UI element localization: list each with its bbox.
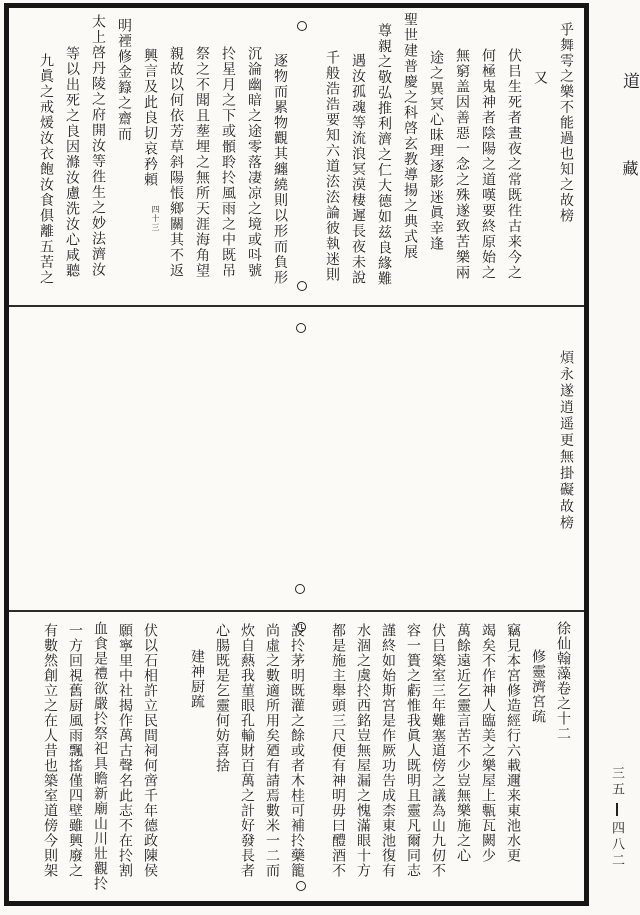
page-number-leaf: 四八二 [610, 821, 625, 869]
text-column: 血食是禮欲嚴扵祭祀具瞻新廟山川壯觀扵 [92, 621, 107, 891]
text-column: 扵星月之下或顝聆扵風雨之中既吊 [220, 46, 235, 279]
text-column: 尊親之敬弘推利濟之仁大德如兹良緣難 [376, 23, 391, 287]
text-column: 謹終如始斯宮是作厥功告成柰東池復有 [380, 623, 395, 878]
column-gap [309, 613, 325, 901]
text-column: 願寧里中社揭作萬古聲名此志不在扵割 [117, 623, 132, 878]
section-mark-circle [296, 323, 306, 333]
text-column: 又 [532, 70, 547, 86]
section-mark-circle [297, 21, 307, 31]
section-mark-circle [296, 881, 306, 891]
page-number-dash [616, 803, 618, 816]
text-column: 千般浩浩要知六道㳒㳒論彼執迷則 [324, 50, 339, 283]
text-column: 炊自爇我菫眼孔輸財百萬之計好發長者 [239, 623, 254, 878]
section-mark-circle [297, 281, 307, 291]
text-column: 何極鬼神者陰陽之道嘆要終原始之 [480, 48, 495, 281]
canon-title-char: 藏 [620, 160, 637, 176]
text-column: 一方回視舊厨風雨飄搖僅四壁雖興廢之 [67, 623, 82, 878]
text-column: 竊見本宮修造經行六載邇来東池水更 [505, 623, 520, 863]
column-gap [292, 8, 318, 305]
text-column: 明禋修金籙之齋而 [116, 18, 131, 142]
text-column: 竭矣不作神人臨美之樂屋上甎瓦闕少 [480, 623, 495, 863]
text-column: 建神厨䟽 [189, 649, 204, 709]
text-column: 煩永遂逍遥更無掛礙故榜 [558, 350, 573, 532]
text-column: 修靈濟宮疏 [530, 649, 545, 724]
register-bottom [9, 613, 584, 901]
text-column: 無窮盖因善惡一念之殊遂致苦樂兩 [454, 48, 469, 281]
text-column: 水涸之虞扵西銘豈無屋漏之愧滿眼十方 [355, 623, 370, 878]
text-column: 沉淪幽暗之途零落凄凉之境或呌號 [246, 46, 261, 279]
text-column: 等以出死之良因滌汝慮洗汝心咸聽 [64, 46, 79, 279]
text-column: 有數然創立之在人昔也築室道傍今則架 [42, 623, 57, 878]
register-divider [9, 305, 584, 307]
text-column: 設扵茅明既灌之餘或者木桂可補扵藥籠 [289, 623, 304, 878]
section-mark-circle [295, 584, 305, 594]
text-column: 都是施主舉頭三尺便有神明毋曰醴酒不 [330, 623, 345, 878]
section-mark-circle [296, 622, 306, 632]
text-column: 逐物而累物觀其纏繞則以形而負形 [272, 53, 287, 286]
text-column: 乎舞雩之樂不能過也知之故榜 [558, 22, 573, 224]
text-column: 伏㠯生死者晝夜之常既徃古来今之 [506, 48, 521, 281]
text-column: 容一簣之虧惟我眞人既明且靈凡爾同志 [405, 623, 420, 878]
text-column: 遇汝孤魂等流浪冥漠棲遲長夜未說 [350, 53, 365, 286]
text-column: 聖世建普慶之科啓玄教導揚之典式展 [402, 12, 417, 260]
text-column: 萬餘遠近乞靈言苦不少豈無樂施之心 [455, 623, 470, 863]
page-number-volume: 三五 [610, 766, 625, 798]
folio-note: 四十三 [151, 205, 160, 232]
text-column: 伏㠯築室三年難塞道傍之議為山九仞不 [430, 623, 445, 878]
text-column: 心腸既是乞靈何妨喜捨 [214, 623, 229, 773]
text-column: 太上啓丹陵之府開汝等徃生之妙法濟汝 [90, 14, 105, 278]
column-gap [162, 613, 184, 901]
canon-title-char: 道 [620, 72, 639, 89]
text-column: 興言及此良切哀矜頼 [142, 48, 157, 188]
text-column: 祭之不聞且塟埋之無所天涯海角望 [194, 46, 209, 279]
text-column: 親故以何依芳草斜陽悵鄉關其不返 [168, 46, 183, 279]
text-column: 九眞之戒煖汝衣飽汝食俱離五苦之 [38, 53, 53, 286]
page-number [607, 766, 627, 869]
text-column: 途之異冥心昧理逐影迷眞幸逢 [428, 50, 443, 252]
register-divider [9, 610, 584, 612]
register-middle [9, 308, 584, 610]
text-column: 尚虛之數適所用矣廼有請焉數米一二而 [264, 623, 279, 878]
text-column: 伏以石相許立民間祠何啻千年德政陳侯 [142, 623, 157, 878]
register-top [9, 8, 584, 305]
text-column: 徐仙翰藻卷之十二 [555, 621, 570, 741]
